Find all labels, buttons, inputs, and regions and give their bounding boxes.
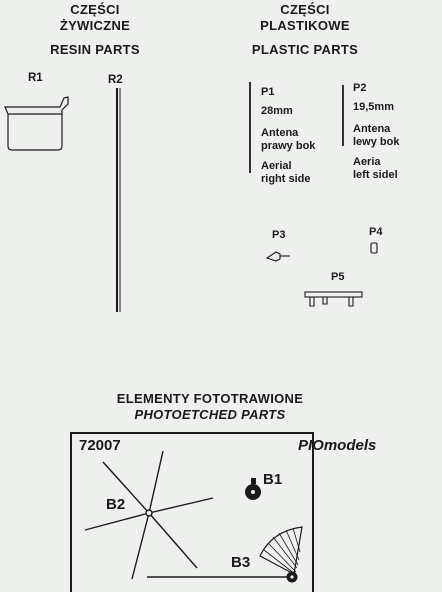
- plastic-part-p4: [371, 243, 377, 253]
- pe-part-b1: [245, 478, 261, 500]
- resin-title-pl-1: CZĘŚCI: [70, 2, 120, 17]
- photoetched-title-pl: ELEMENTY FOTOTRAWIONE: [116, 391, 304, 406]
- plastic-part-p3: [267, 252, 290, 261]
- p1-code: P1: [261, 86, 275, 98]
- resin-title-en: RESIN PARTS: [50, 42, 140, 57]
- part-label-p3: P3: [272, 229, 286, 241]
- p2-name-en-1: Aeria: [353, 156, 381, 168]
- plastic-title-pl-1: CZĘŚCI: [280, 2, 330, 17]
- fret-code: 72007: [79, 437, 121, 454]
- p2-size: 19,5mm: [353, 101, 394, 113]
- part-label-p4: P4: [369, 226, 383, 238]
- p1-size: 28mm: [261, 105, 293, 117]
- p2-name-pl-2: lewy bok: [353, 136, 400, 148]
- plastic-part-p5: [305, 292, 362, 306]
- p2-code: P2: [353, 82, 367, 94]
- p1-name-en-2: right side: [261, 173, 311, 185]
- p2-name-pl-1: Antena: [353, 123, 391, 135]
- p2-name-en-2: left sidel: [353, 169, 398, 181]
- part-label-r1: R1: [28, 72, 43, 84]
- part-label-p5: P5: [331, 271, 345, 283]
- pe-part-b3: [147, 527, 302, 582]
- p1-name-pl-1: Antena: [261, 127, 299, 139]
- resin-part-r1: [5, 97, 68, 150]
- plastic-title-en: PLASTIC PARTS: [251, 42, 359, 57]
- part-label-b3: B3: [231, 554, 251, 571]
- part-label-b2: B2: [106, 496, 126, 513]
- fret-brand: PIOmodels: [298, 437, 377, 454]
- photoetched-title-en: PHOTOETCHED PARTS: [134, 407, 286, 422]
- part-label-b1: B1: [263, 471, 283, 488]
- fret-frame: [71, 433, 313, 592]
- part-label-r2: R2: [108, 74, 123, 86]
- plastic-title-pl-2: PLASTIKOWE: [260, 18, 350, 33]
- pe-part-b2: [85, 451, 213, 579]
- p1-name-pl-2: prawy bok: [261, 140, 316, 152]
- p1-name-en-1: Aerial: [261, 160, 292, 172]
- resin-title-pl-2: ŻYWICZNE: [59, 18, 131, 33]
- resin-part-r2: [117, 88, 120, 312]
